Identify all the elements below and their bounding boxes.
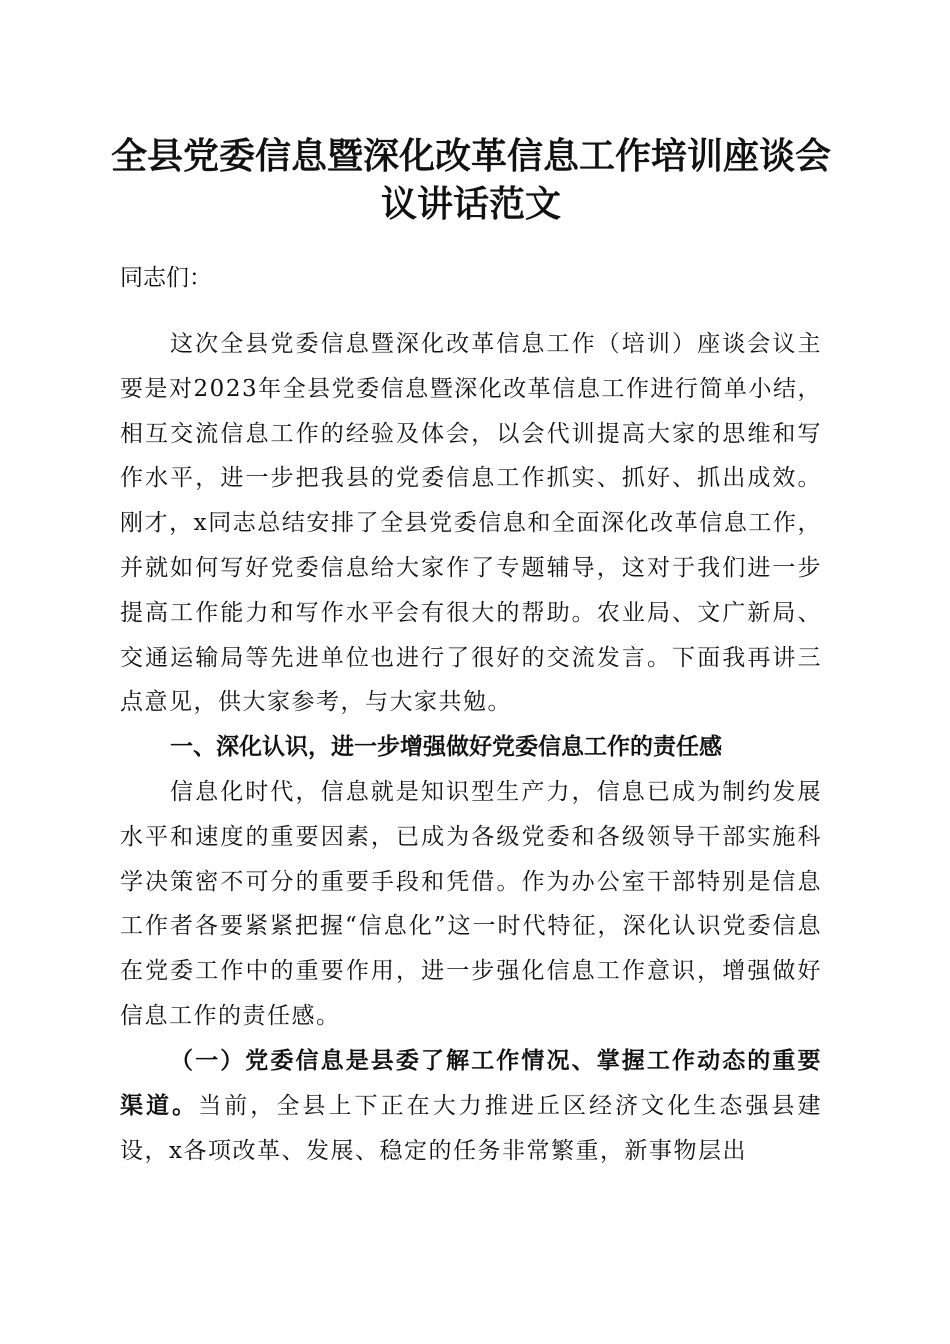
subsection-lead: （一）党委信息是县委了解工作情况、掌握工作动态的重要渠道。 — [120, 1047, 822, 1119]
document-title — [110, 132, 832, 228]
salutation: 同志们： — [120, 265, 212, 291]
paragraph-section-1: 信息化时代，信息就是知识型生产力，信息已成为制约发展水平和速度的重要因素，已成为各级党委和各级领导干部实施科学决策密不可分的重要手段和凭借。作为办公室干部特别是信息工作者各要紧紧把握“信息化”这一时代特征，深化认识党委信息在党委工作中的重要作用，进一步强化信息工作意识，增强做好信息工作的责任感。 — [120, 779, 822, 1029]
title-line-2: 议讲话范文 — [380, 183, 561, 225]
title-line-1: 全县党委信息暨深化改革信息工作培训座谈会 — [110, 135, 831, 177]
subsection-body: 当前，全县上下正在大力推进丘区经济文化生态强县建设，x各项改革、发展、稳定的任务非常繁重，新事物层出 — [120, 1092, 823, 1164]
paragraph-subsection-1 — [120, 1039, 822, 1173]
section-heading-1: 一、深化认识，进一步增强做好党委信息工作的责任感 — [170, 734, 722, 760]
paragraph-intro: 这次全县党委信息暨深化改革信息工作（培训）座谈会议主要是对2023年全县党委信息暨深化改革信息工作进行简单小结，相互交流信息工作的经验及体会，以会代训提高大家的思维和写作水平，进一步把我县的党委信息工作抓实、抓好、抓出成效。刚才，x同志总结安排了全县党委信息和全面深化改革信息工作，并就如何写好党委信息给大家作了专题辅导，这对于我们进一步提高工作能力和写作水平会有很大的帮助。农业局、文广新局、交通运输局等先进单位也进行了很好的交流发言。下面我再讲三点意见，供大家参考，与大家共勉。 — [120, 331, 822, 716]
